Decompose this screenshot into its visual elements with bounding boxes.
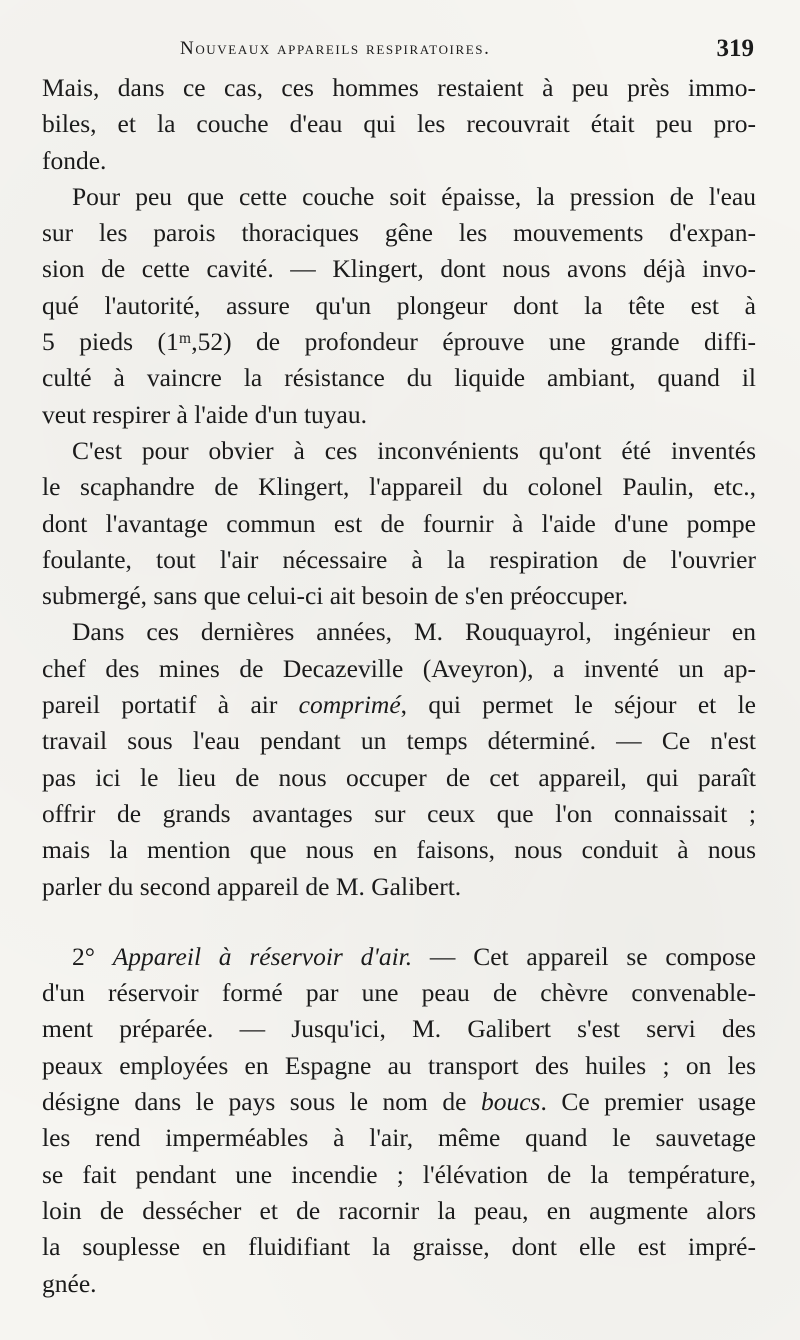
text-line: mais la mention que nous en faisons, nous conduit à nous <box>42 835 756 865</box>
paragraph <box>42 179 756 433</box>
text-line: Dans ces dernières années, M. Rouquayrol, ingénieur en <box>72 617 756 647</box>
text-line: pas ici le lieu de nous occuper de cet appareil, qui paraît <box>42 762 756 792</box>
page-number: 319 <box>716 35 754 62</box>
italic-term: boucs <box>480 1087 541 1117</box>
text-line: Mais, dans ce cas, ces hommes restaient à peu près immo- <box>42 73 756 102</box>
text-line: ment préparée. — Jusqu'ici, M. Galibert s'est servi des <box>42 1014 756 1044</box>
text-line: désigne dans le pays sous le nom de boucs. Ce premier usage <box>42 1087 756 1117</box>
running-title: Nouveaux appareils respiratoires. <box>180 38 491 59</box>
text-line: culté à vaincre la résistance du liquide ambiant, quand il <box>42 363 756 393</box>
paragraph <box>42 614 756 904</box>
text-line: 5 pieds (1ᵐ,52) de profondeur éprouve une grande diffi- <box>42 327 756 357</box>
text-line: dont l'avantage commun est de fournir à l'aide d'une pompe <box>42 508 756 538</box>
text-line: le scaphandre de Klingert, l'appareil du colonel Paulin, etc., <box>42 472 756 502</box>
text-line: parler du second appareil de M. Galibert. <box>42 871 462 901</box>
paragraph <box>42 70 756 179</box>
text-line: veut respirer à l'aide d'un tuyau. <box>42 399 367 429</box>
text-line: offrir de grands avantages sur ceux que l'on connaissait ; <box>42 798 756 828</box>
text-line: se fait pendant une incendie ; l'élévation de la température, <box>42 1159 756 1189</box>
text-line: la souplesse en fluidifiant la graisse, dont elle est impré- <box>42 1232 756 1262</box>
text-line: biles, et la couche d'eau qui les recouvrait était peu pro- <box>42 109 756 139</box>
paragraph <box>42 433 756 614</box>
italic-term: comprimé <box>298 690 401 720</box>
body-text <box>42 70 756 1302</box>
text-line: chef des mines de Decazeville (Aveyron), a inventé un ap- <box>42 653 756 683</box>
text-line: pareil portatif à air comprimé, qui permet le séjour et le <box>42 690 756 720</box>
text-line: sion de cette cavité. — Klingert, dont nous avons déjà invo- <box>42 254 756 284</box>
running-head <box>42 30 756 70</box>
paragraph <box>42 939 756 1302</box>
text-line: d'un réservoir formé par une peau de chèvre convenable- <box>42 978 756 1008</box>
text-line: sur les parois thoraciques gêne les mouvements d'expan- <box>42 218 756 248</box>
text-line: Pour peu que cette couche soit épaisse, la pression de l'eau <box>72 181 756 211</box>
italic-term: Appareil à réservoir d'air. <box>112 941 413 971</box>
text-line: submergé, sans que celui-ci ait besoin de s'en préoccuper. <box>42 581 629 611</box>
text-line: peaux employées en Espagne au transport des huiles ; on les <box>42 1050 756 1080</box>
section-gap <box>42 905 756 939</box>
text-line: fonde. <box>42 145 107 175</box>
text-line: loin de dessécher et de racornir la peau, en augmente alors <box>42 1195 756 1225</box>
text-line: C'est pour obvier à ces inconvénients qu'ont été inventés <box>72 435 756 465</box>
text-line: gnée. <box>42 1268 97 1298</box>
text-line: foulante, tout l'air nécessaire à la respiration de l'ouvrier <box>42 544 756 574</box>
text-line: qué l'autorité, assure qu'un plongeur dont la tête est à <box>42 290 756 320</box>
text-line: les rend imperméables à l'air, même quand le sauvetage <box>42 1123 756 1153</box>
text-line: 2° Appareil à réservoir d'air. — Cet appareil se compose <box>72 941 756 971</box>
text-line: travail sous l'eau pendant un temps déterminé. — Ce n'est <box>42 726 756 756</box>
